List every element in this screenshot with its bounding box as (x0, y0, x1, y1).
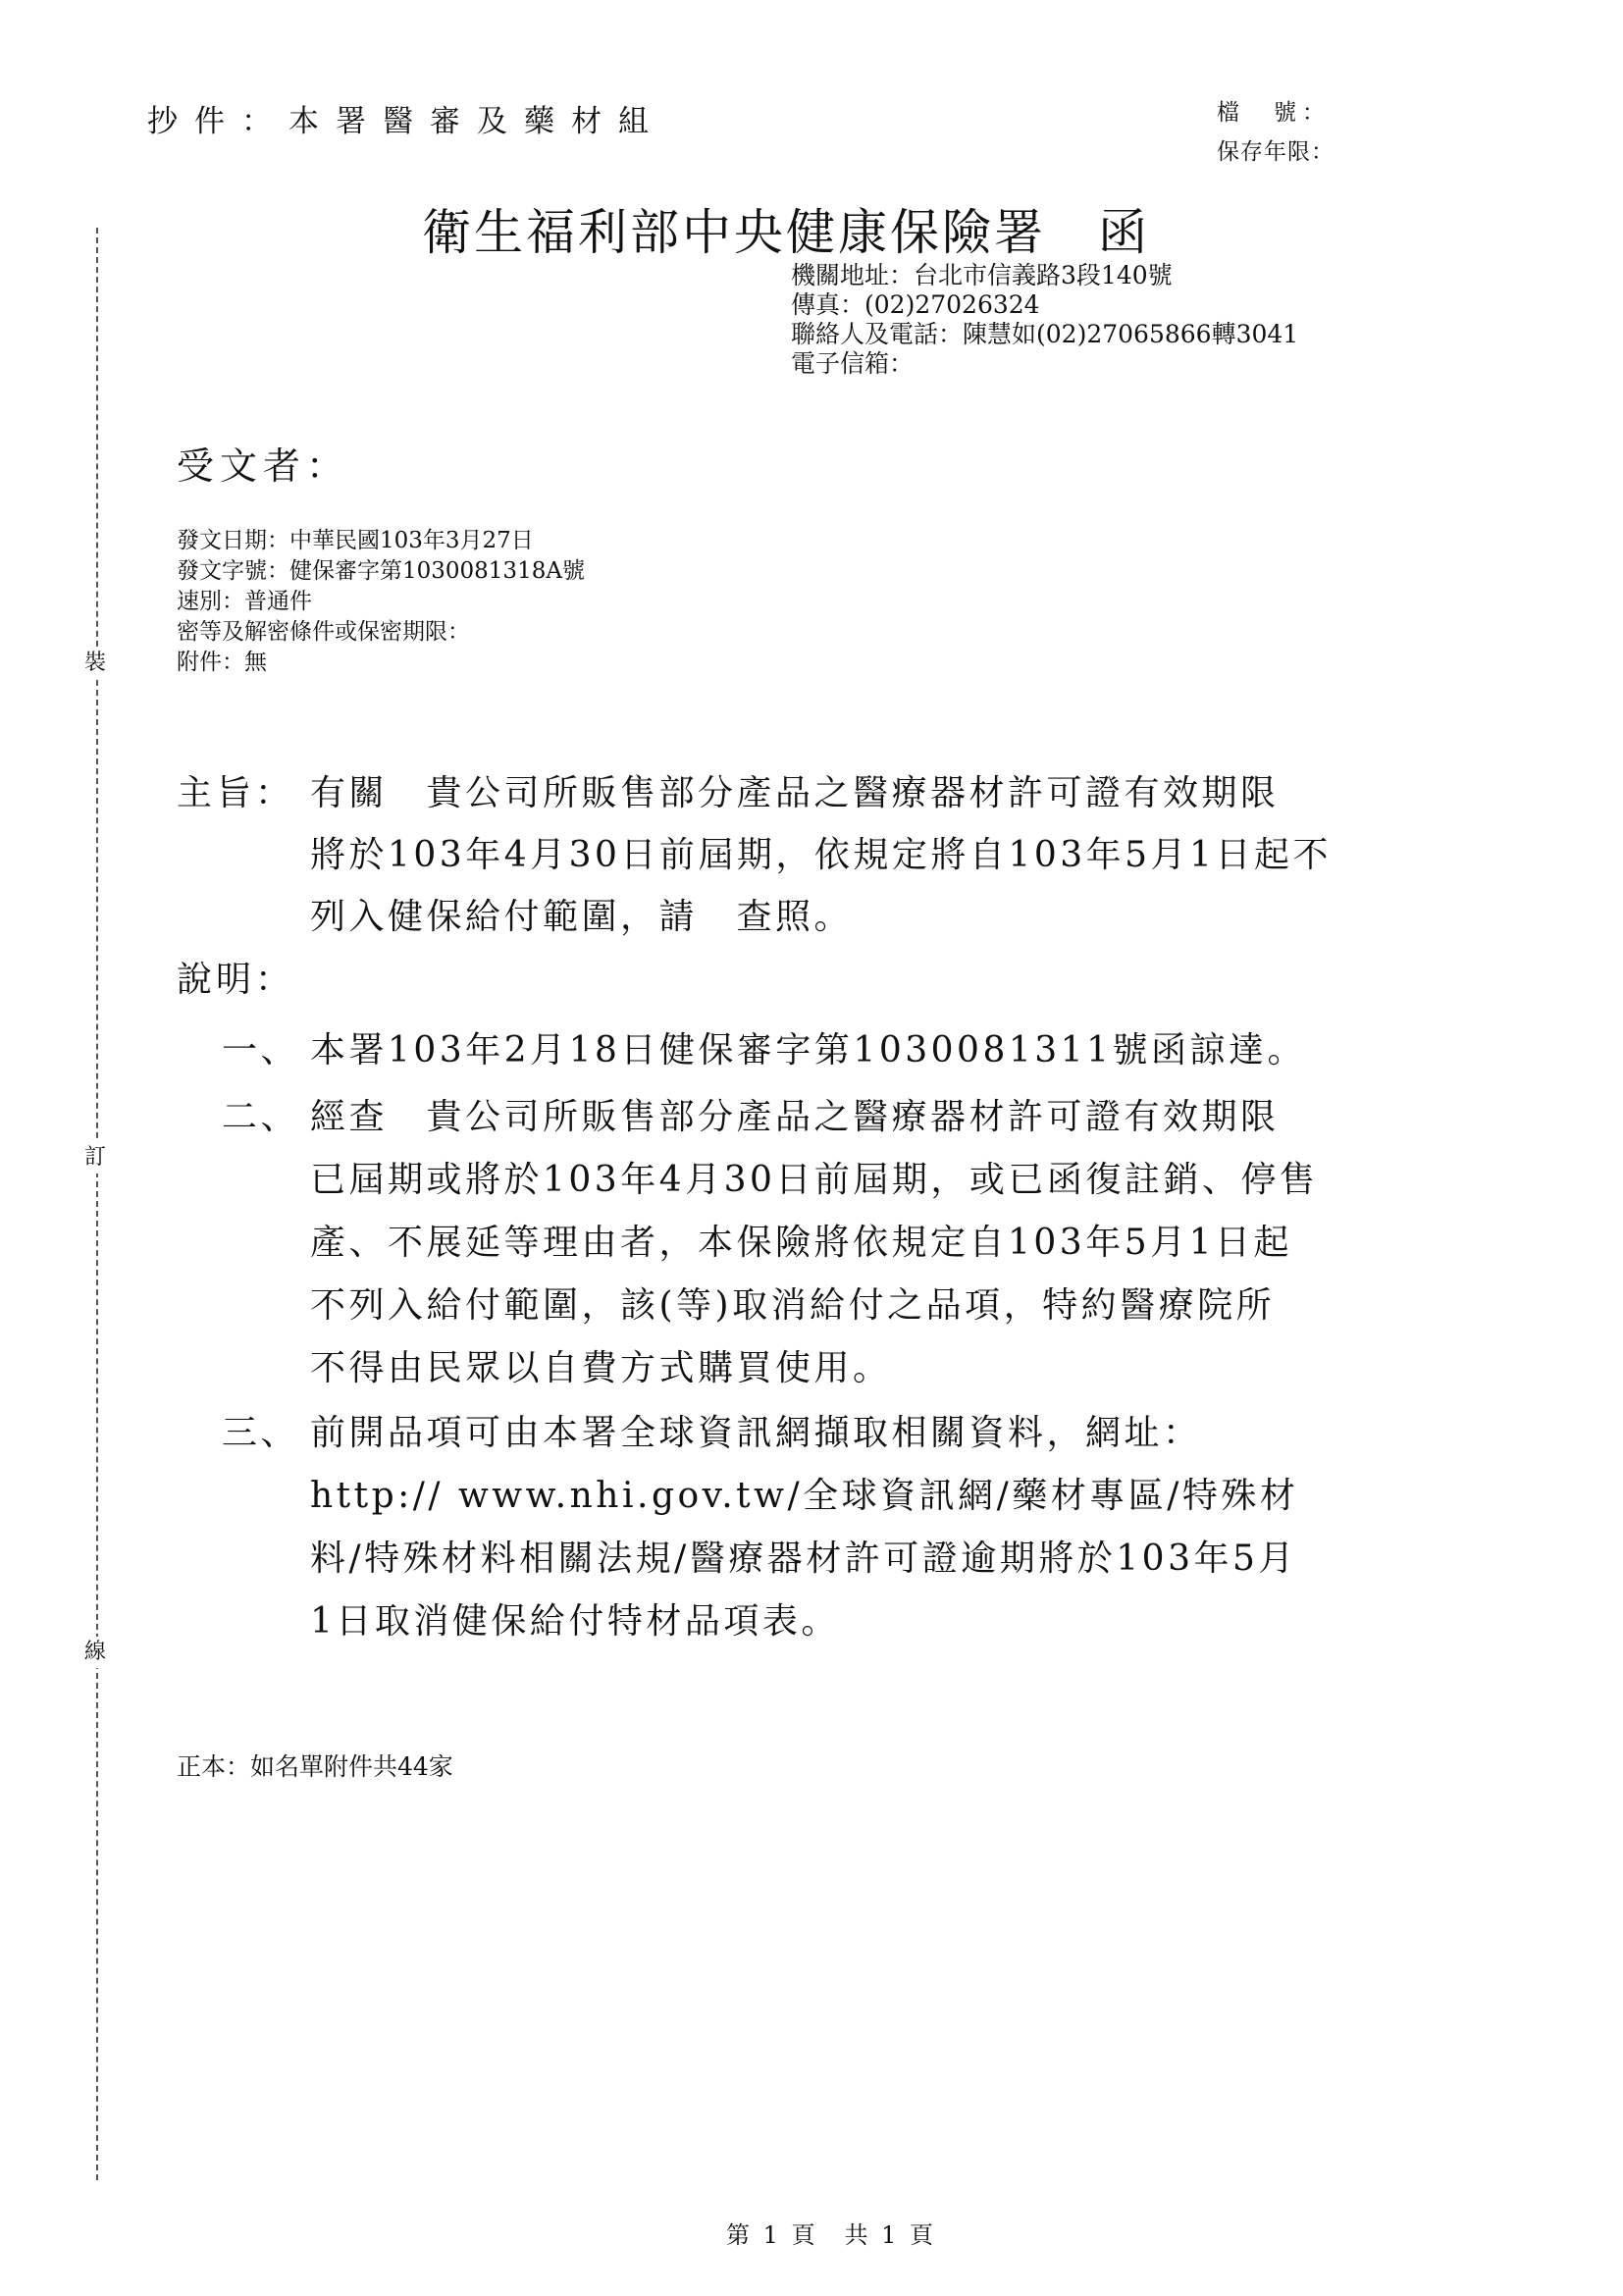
subject-line: 有關 貴公司所販售部分產品之醫療器材許可證有效期限 (310, 773, 1280, 813)
dispatch-date: 發文日期：中華民國103年3月27日 (177, 528, 534, 553)
explanation-line: 本署103年2月18日健保審字第1030081311號函諒達。 (310, 1030, 1306, 1070)
agency-address: 機關地址：台北市信義路3段140號 (791, 261, 1173, 289)
delivery-speed: 速別：普通件 (177, 589, 312, 614)
copy-to-line: 抄件：本署醫審及藥材組 (147, 104, 665, 139)
page-number: 第 1 頁 共 1 頁 (726, 2221, 937, 2249)
explanation-line: 不得由民眾以自費方式購買使用。 (310, 1348, 892, 1388)
binding-mark-xian: 線 (84, 1637, 106, 1668)
dispatch-meta-block (177, 526, 585, 678)
binding-mark-ding: 訂 (84, 1142, 106, 1174)
explanation-line: 1日取消健保給付特材品項表。 (310, 1601, 840, 1642)
retention-period-label: 保存年限： (1217, 139, 1335, 165)
explanation-line: 經查 貴公司所販售部分產品之醫療器材許可證有效期限 (310, 1097, 1280, 1137)
contact-person: 聯絡人及電話：陳慧如(02)27065866轉3041 (791, 320, 1299, 348)
document-title: 衛生福利部中央健康保險署 函 (422, 204, 1150, 261)
explanation-line: 已屆期或將於103年4月30日前屆期，或已函復註銷、停售 (310, 1160, 1319, 1200)
item-number: 三、 (222, 1413, 300, 1453)
explanation-label: 說明： (177, 960, 295, 1000)
binding-mark-zhuang: 裝 (84, 648, 106, 679)
item-number: 一、 (222, 1030, 300, 1070)
subject-line: 將於103年4月30日前屆期，依規定將自103年5月1日起不 (310, 835, 1332, 875)
recipient-label: 受文者： (177, 444, 350, 488)
binding-margin-line (96, 228, 98, 2180)
explanation-line: 不列入給付範圍，該(等)取消給付之品項，特約醫療院所 (310, 1285, 1276, 1326)
explanation-line: 產、不展延等理由者，本保險將依規定自103年5月1日起 (310, 1223, 1293, 1263)
subject-line: 列入健保給付範圍，請 查照。 (310, 897, 854, 937)
explanation-line: 前開品項可由本署全球資訊網擷取相關資料，網址： (310, 1413, 1202, 1453)
subject-label: 主旨： (177, 773, 295, 813)
original-recipients: 正本：如名單附件共44家 (177, 1752, 453, 1781)
contact-email: 電子信箱： (791, 349, 915, 378)
agency-contact-block (791, 261, 1298, 379)
explanation-line: http:// www.nhi.gov.tw/全球資訊網/藥材專區/特殊材 (310, 1476, 1299, 1516)
secrecy-level: 密等及解密條件或保密期限： (177, 619, 470, 645)
attachment-info: 附件：無 (177, 650, 267, 675)
file-number-label: 檔 號： (1217, 100, 1331, 126)
document-number: 發文字號：健保審字第1030081318A號 (177, 558, 585, 584)
agency-fax: 傳真：(02)27026324 (791, 290, 1040, 319)
explanation-line: 料/特殊材料相關法規/醫療器材許可證逾期將於103年5月 (310, 1539, 1297, 1579)
item-number: 二、 (222, 1097, 300, 1137)
